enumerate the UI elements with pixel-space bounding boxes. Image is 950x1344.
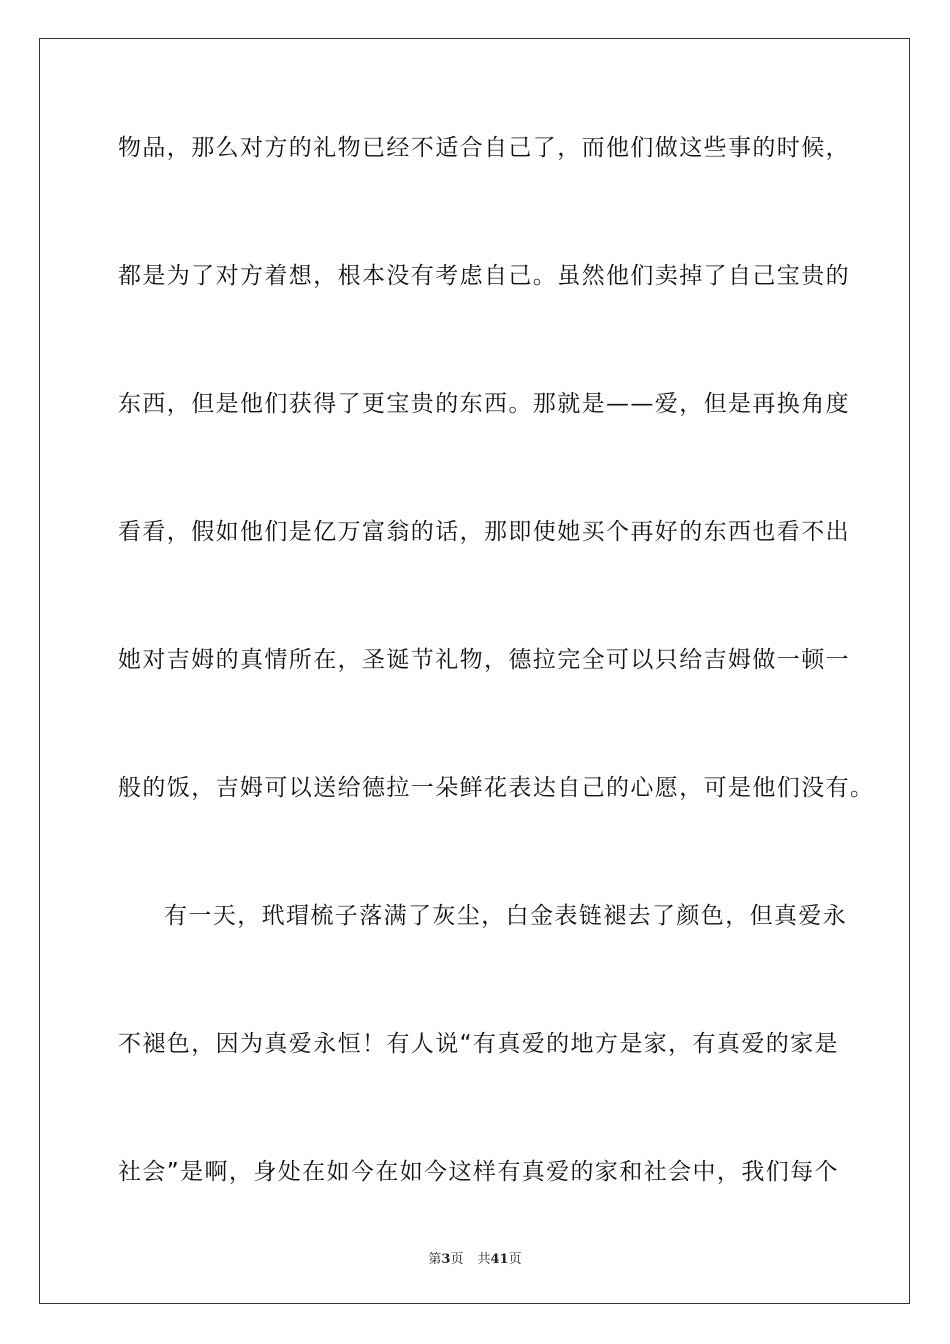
text-line: 都是为了对方着想，根本没有考虑自己。虽然他们卖掉了自己宝贵的 [118,263,850,289]
text-line: 她对吉姆的真情所在，圣诞节礼物，德拉完全可以只给吉姆做一顿一 [118,647,850,673]
total-pages: 41 [490,1252,509,1267]
text-line: 不褪色，因为真爱永恒！有人说“有真爱的地方是家，有真爱的家是 [118,1031,839,1057]
text-line: 物品，那么对方的礼物已经不适合自己了，而他们做这些事的时候， [118,135,850,161]
paragraph-start-line: 有一天，玳瑁梳子落满了灰尘，白金表链褪去了颜色，但真爱永 [164,903,848,929]
total-prefix: 共 [477,1252,491,1267]
page-prefix: 第 [428,1252,442,1267]
document-body [118,128,875,1280]
text-line: 看看，假如他们是亿万富翁的话，那即使她买个再好的东西也看不出 [118,519,850,545]
text-line: 社会”是啊，身处在如今在如今这样有真爱的家和社会中，我们每个 [118,1159,839,1185]
page-number: 3 [441,1252,451,1267]
page-footer [0,1248,950,1267]
total-suffix: 页 [508,1252,522,1267]
text-line: 东西，但是他们获得了更宝贵的东西。那就是——爱，但是再换角度 [118,391,850,417]
page-suffix: 页 [450,1252,464,1267]
text-line: 般的饭，吉姆可以送给德拉一朵鲜花表达自己的心愿，可是他们没有。 [118,775,875,801]
